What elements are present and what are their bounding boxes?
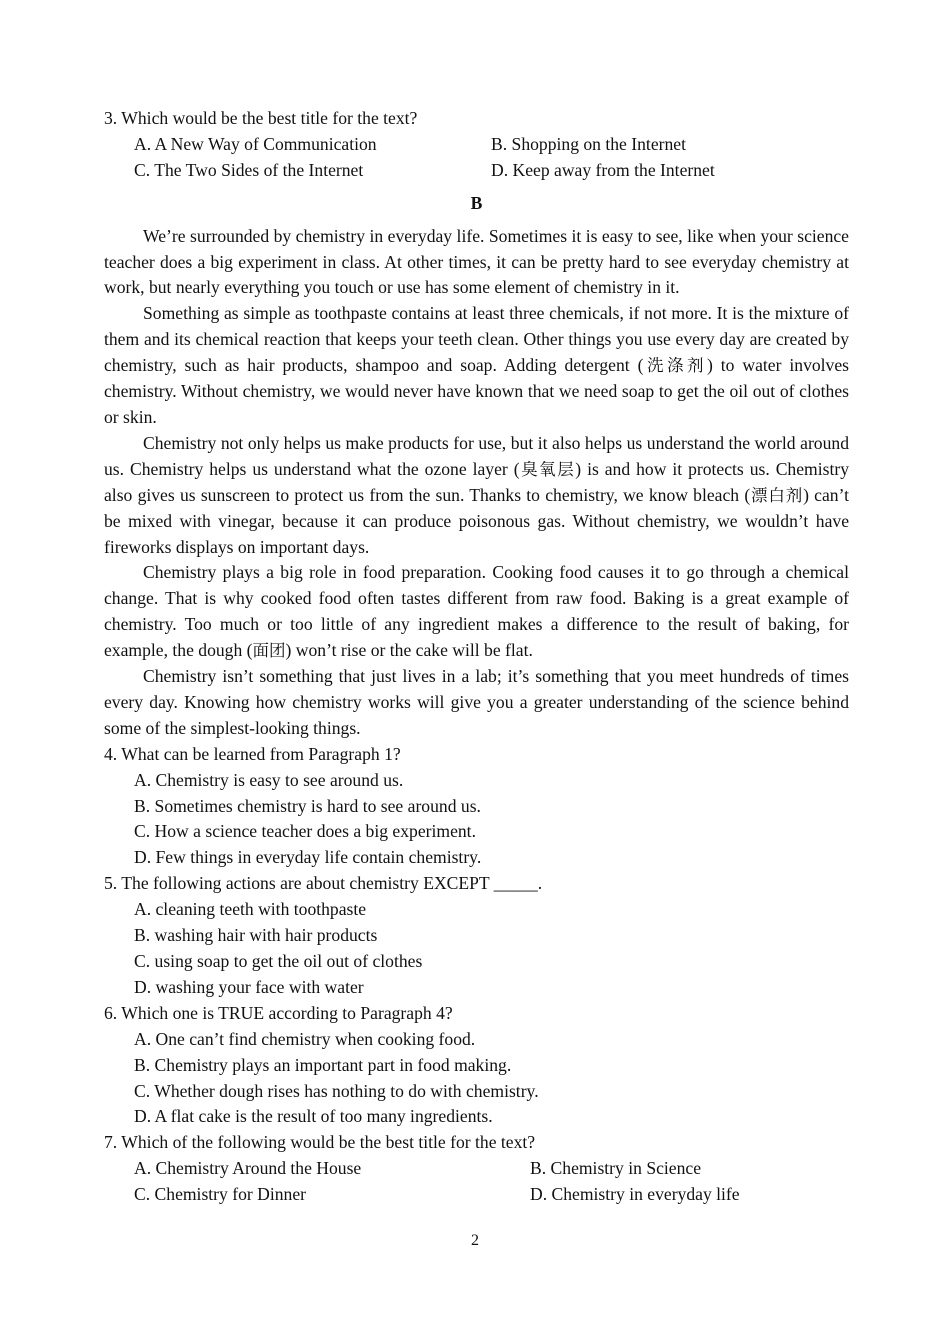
- exam-page: [104, 106, 849, 1208]
- question-6-stem: 6. Which one is TRUE according to Paragraph 4?: [104, 1002, 453, 1023]
- question-3-stem: 3. Which would be the best title for the text?: [104, 108, 418, 128]
- question-4-option-b[interactable]: B. Sometimes chemistry is hard to see around us.: [134, 795, 481, 816]
- question-3-options-row-1: [104, 132, 849, 158]
- passage-paragraph-3-part-1: Chemistry not only helps us make products for use, but it also helps us understand the world around us. Chemistry helps us understand what the ozone layer (: [104, 432, 849, 479]
- section-heading: B: [470, 192, 483, 213]
- question-4-option-d[interactable]: D. Few things in everyday life contain chemistry.: [134, 847, 482, 868]
- gloss-detergent: 洗涤剂: [643, 356, 708, 376]
- gloss-bleach: 漂白剂: [750, 485, 804, 505]
- passage-paragraph-4-part-1: Chemistry plays a big role in food preparation. Cooking food causes it to go through a chemical change. That is why cooked food often tastes different from raw food. Baking is a great example of chemistry. Too much or too little of any ingredient makes a difference to the result of baking, for example, the dough (: [104, 562, 849, 661]
- question-7-option-a[interactable]: A. Chemistry Around the House: [134, 1158, 362, 1179]
- passage-paragraph-4: [104, 560, 849, 664]
- question-3-options-row-2: [104, 158, 849, 184]
- gloss-dough: 面团: [252, 641, 286, 661]
- question-6-option-d[interactable]: D. A flat cake is the result of too many ingredients.: [134, 1106, 493, 1127]
- question-5-option-c[interactable]: C. using soap to get the oil out of clothes: [134, 951, 423, 971]
- question-3-option-c[interactable]: C. The Two Sides of the Internet: [134, 159, 364, 180]
- question-3: [104, 106, 849, 184]
- question-5-option-b[interactable]: B. washing hair with hair products: [134, 925, 378, 946]
- question-6: [104, 1001, 849, 1131]
- question-3-option-a[interactable]: A. A New Way of Communication: [134, 133, 377, 154]
- question-6-option-c[interactable]: C. Whether dough rises has nothing to do with chemistry.: [134, 1080, 539, 1101]
- passage-paragraph-1: We’re surrounded by chemistry in everyday life. Sometimes it is easy to see, like when your science teacher does a big experiment in class. At other times, it can be pretty hard to see everyday chemistry at work, but nearly everything you touch or use has some element of chemistry in it.: [104, 225, 849, 298]
- passage-paragraph-5: Chemistry isn’t something that just lives in a lab; it’s something that you meet hundreds of times every day. Knowing how chemistry works will give you a greater understanding of the science behind some of the simplest-looking things.: [104, 666, 849, 738]
- question-5: [104, 871, 849, 1001]
- question-4-stem: 4. What can be learned from Paragraph 1?: [104, 743, 401, 764]
- question-7-option-b[interactable]: B. Chemistry in Science: [530, 1158, 702, 1179]
- reading-passage: [104, 224, 849, 742]
- question-7-stem: 7. Which of the following would be the best title for the text?: [104, 1132, 536, 1153]
- passage-paragraph-3-part-3: ) can’t be mixed with vinegar, because it can produce poisonous gas. Without chemistry, we wouldn’t have fireworks displays on important days.: [104, 484, 850, 557]
- question-4: [104, 742, 849, 872]
- question-7-option-c[interactable]: C. Chemistry for Dinner: [134, 1184, 307, 1205]
- passage-paragraph-2-part-2: ) to water involves chemistry. Without chemistry, we would never have known that we need soap to get the oil out of clothes or skin.: [104, 355, 850, 427]
- question-7-options-row-1: [104, 1156, 849, 1182]
- question-5-stem: 5. The following actions are about chemistry EXCEPT _____.: [104, 873, 543, 894]
- question-6-option-a[interactable]: A. One can’t find chemistry when cooking food.: [134, 1028, 476, 1049]
- question-7: [104, 1130, 849, 1208]
- question-7-options-row-2: [104, 1182, 849, 1208]
- passage-paragraph-2: [104, 301, 849, 431]
- question-4-option-a[interactable]: A. Chemistry is easy to see around us.: [134, 769, 404, 790]
- gloss-ozone-layer: 臭氧层: [519, 459, 576, 479]
- passage-paragraph-2-part-1: Something as simple as toothpaste contains at least three chemicals, if not more. It is the mixture of them and its chemical reaction that keeps your teeth clean. Other things you use every day are created by chemistry, such as hair products, shampoo and soap. Adding detergent (: [104, 303, 849, 376]
- question-5-option-d[interactable]: D. washing your face with water: [134, 976, 364, 997]
- passage-paragraph-4-part-2: ) won’t rise or the cake will be flat.: [285, 640, 533, 661]
- question-7-option-d[interactable]: D. Chemistry in everyday life: [530, 1184, 740, 1205]
- passage-paragraph-3: [104, 431, 849, 561]
- question-3-option-d[interactable]: D. Keep away from the Internet: [491, 159, 715, 180]
- question-4-option-c[interactable]: C. How a science teacher does a big experiment.: [134, 821, 476, 842]
- question-5-option-a[interactable]: A. cleaning teeth with toothpaste: [134, 899, 367, 920]
- question-3-option-b[interactable]: B. Shopping on the Internet: [491, 133, 686, 154]
- question-6-option-b[interactable]: B. Chemistry plays an important part in food making.: [134, 1054, 512, 1075]
- page-number: 2: [471, 1232, 479, 1249]
- passage-paragraph-3-part-2: ) is and how it protects us. Chemistry also gives us sunscreen to protect us from the sun. Thanks to chemistry, we know bleach (: [104, 458, 850, 505]
